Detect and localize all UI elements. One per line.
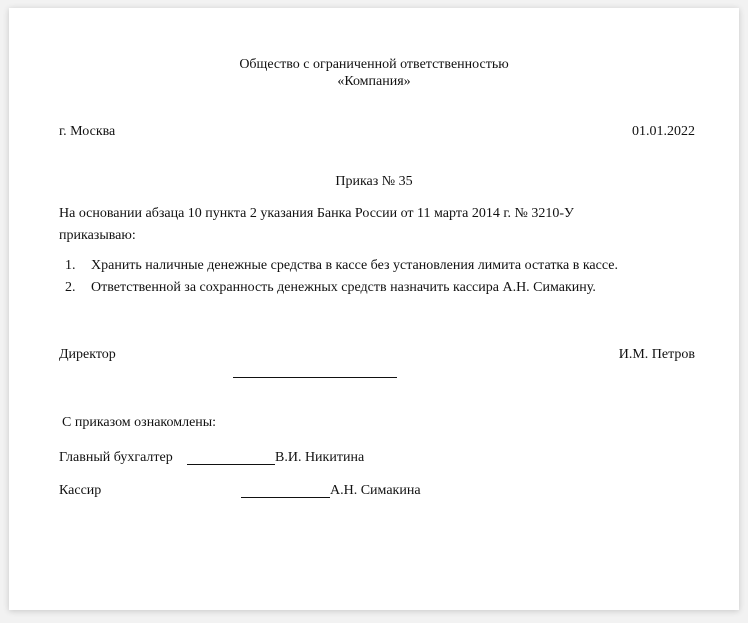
acknowledged-heading: С приказом ознакомлены: (62, 415, 217, 430)
order-basis: На основании абзаца 10 пункта 2 указания Банка России от 11 марта 2014 г. № 3210-У (59, 206, 574, 221)
city: г. Москва (59, 124, 116, 139)
list-item (65, 280, 618, 296)
cashier-signature-line (241, 497, 330, 498)
list-item-text: Хранить наличные денежные средства в кассе без установления лимита остатка в кассе. (91, 258, 618, 273)
chief-accountant-name: В.И. Никитина (275, 450, 365, 465)
chief-accountant-role: Главный бухгалтер (59, 450, 173, 465)
order-title: Приказ № 35 (335, 174, 413, 189)
director-signature-line (233, 377, 397, 378)
signer-name: И.М. Петров (618, 347, 695, 362)
cashier-name: А.Н. Симакина (330, 483, 421, 498)
document-date: 01.01.2022 (632, 124, 695, 139)
list-item (65, 258, 618, 274)
org-name-line2: «Компания» (337, 74, 411, 89)
org-name-line1: Общество с ограниченной ответственностью (239, 57, 509, 72)
order-command: приказываю: (59, 228, 136, 243)
list-item-number: 1. (65, 258, 76, 273)
list-item-text: Ответственной за сохранность денежных средств назначить кассира А.Н. Симакину. (91, 280, 596, 295)
signer-position: Директор (59, 347, 116, 362)
cashier-role: Кассир (59, 483, 102, 498)
list-item-number: 2. (65, 280, 76, 295)
chief-accountant-signature-line (187, 464, 275, 465)
document-page (9, 8, 739, 610)
order-items-list (59, 258, 618, 302)
